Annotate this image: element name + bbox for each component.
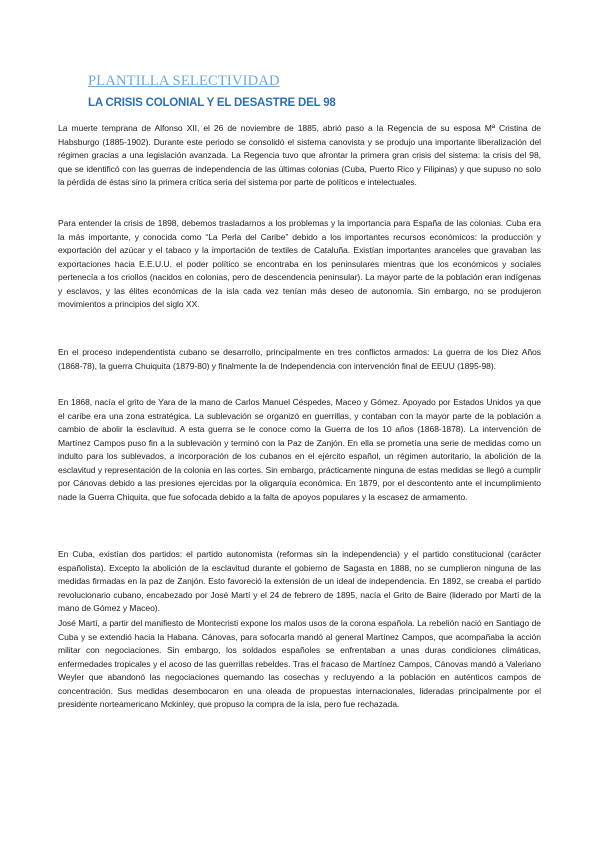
paragraph-colonias: Para entender la crisis de 1898, debemos trasladarnos a los problemas y la importancia para España de las colonias. Cuba era la más importante, y conocida como “La Perla del Caribe” debido a los importantes recursos económicos: la producción y exportación del azúcar y el tabaco y la importación de textiles de Cataluña. Existían importantes aranceles que gravaban las exportaciones hacia E.E.U.U. el poder político se encontraba en los peninsulares mientras que los económicos y sociales pertenecía a los criollos (nacidos en colonias, pero de descendencia peninsular). La mayor parte de la población eran indígenas y esclavos, y las élites económicas de la isla cada vez tenían más deseo de autonomía. Sin embargo, no se produjeron movimientos a principios del siglo XX. xyxy=(58,218,541,310)
paragraph-jose-marti: José Martí, a partir del manifiesto de Montecristi expone los malos usos de la corona española. La rebelión nació en Santiago de Cuba y se extendió hacia la Habana. Cánovas, para sofocarla mandó al general Martínez Campos, que acompañaba la acción militar con negociaciones. Sin embargo, los soldados españoles se enfrentaban a unas duras condiciones climáticas, enfermedades tropicales y el acoso de las guerrillas rebeldes. Tras el fracaso de Martínez Campos, Cánovas mandó a Valeriano Weyler que abandonó las negociaciones quemando las cosechas y recluyendo a la población en auténticos campos de concentración. Sus medidas desembocaron en una oleada de propuestas internacionales, lideradas principalmente por el presidente norteamericano Mckinley, que propuso la compra de la isla, pero fue rechazada. xyxy=(58,618,541,710)
paragraph-partidos-cuba: En Cuba, existían dos partidos: el partido autonomista (reformas sin la independencia) y el partido constitucional (carácter españolista). Excepto la abolición de la esclavitud durante el gobierno de Sagasta en 1888, no se cumplieron ninguna de las medidas firmadas en la paz de Zanjón. Esto favoreció la extensión de un ideal de independencia. En 1892, se creaba el partido revolucionario cubano, encabezado por José Martí y el 24 de febrero de 1895, nacía el Grito de Baire (liderado por Martí de la mano de Gómez y Maceo). xyxy=(58,549,541,614)
document-title: LA CRISIS COLONIAL Y EL DESASTRE DEL 98 xyxy=(88,97,336,109)
paragraph-proceso-independentista: En el proceso independentista cubano se desarrollo, principalmente en tres conflictos armados: La guerra de los Diez Años (1868-78), la guerra Chuiquita (1879-80) y finalmente la de Independencia con intervención final de EEUU (1895-98). xyxy=(58,347,541,371)
document-header: PLANTILLA SELECTIVIDAD xyxy=(88,73,280,89)
paragraph-guerra-diez-anos: En 1868, nacía el grito de Yara de la mano de Carlos Manuel Céspedes, Maceo y Gómez. Apoyado por Estados Unidos ya que el caribe era una zona estratégica. La sublevación se organizó en guerrillas, y contaban con la mayor parte de la población a cambio de abolir la esclavitud. A esta guerra se le conoce como la Guerra de los 10 años (1868-1878). La intervención de Martínez Campos puso fin a la sublevación y terminó con la Paz de Zanjón. En ella se prometía una serie de medidas como un indulto para los sublevados, a incorporación de los cubanos en el ejército español, un régimen autoritario, la abolición de la esclavitud y representación de la colonia en las cortes. Sin embargo, prácticamente ninguna de estas medidas se llegó a cumplir por Cánovas debido a las presiones ejercidas por la oligarquía económica. En 1879, por el descontento ante el incumplimiento nade la Guerra Chiquita, que fue sofocada debido a la falta de apoyos populares y la escasez de armamento. xyxy=(58,397,541,502)
paragraph-regencia: La muerte temprana de Alfonso XII, el 26 de noviembre de 1885, abrió paso a la Regencia de su esposa Mª Cristina de Habsburgo (1885-1902). Durante este periodo se consolidó el sistema canovista y se produjo una importante liberalización del régimen gracias a una legislación avanzada. La Regencia tuvo que afrontar la primera gran crisis del sistema: la crisis del 98, que se identificó con las guerras de independencia de las últimas colonias (Cuba, Puerto Rico y Filipinas) y que supuso no solo la pérdida de éstas sino la primera crítica seria del sistema por parte de políticos e intelectuales. xyxy=(58,123,541,188)
